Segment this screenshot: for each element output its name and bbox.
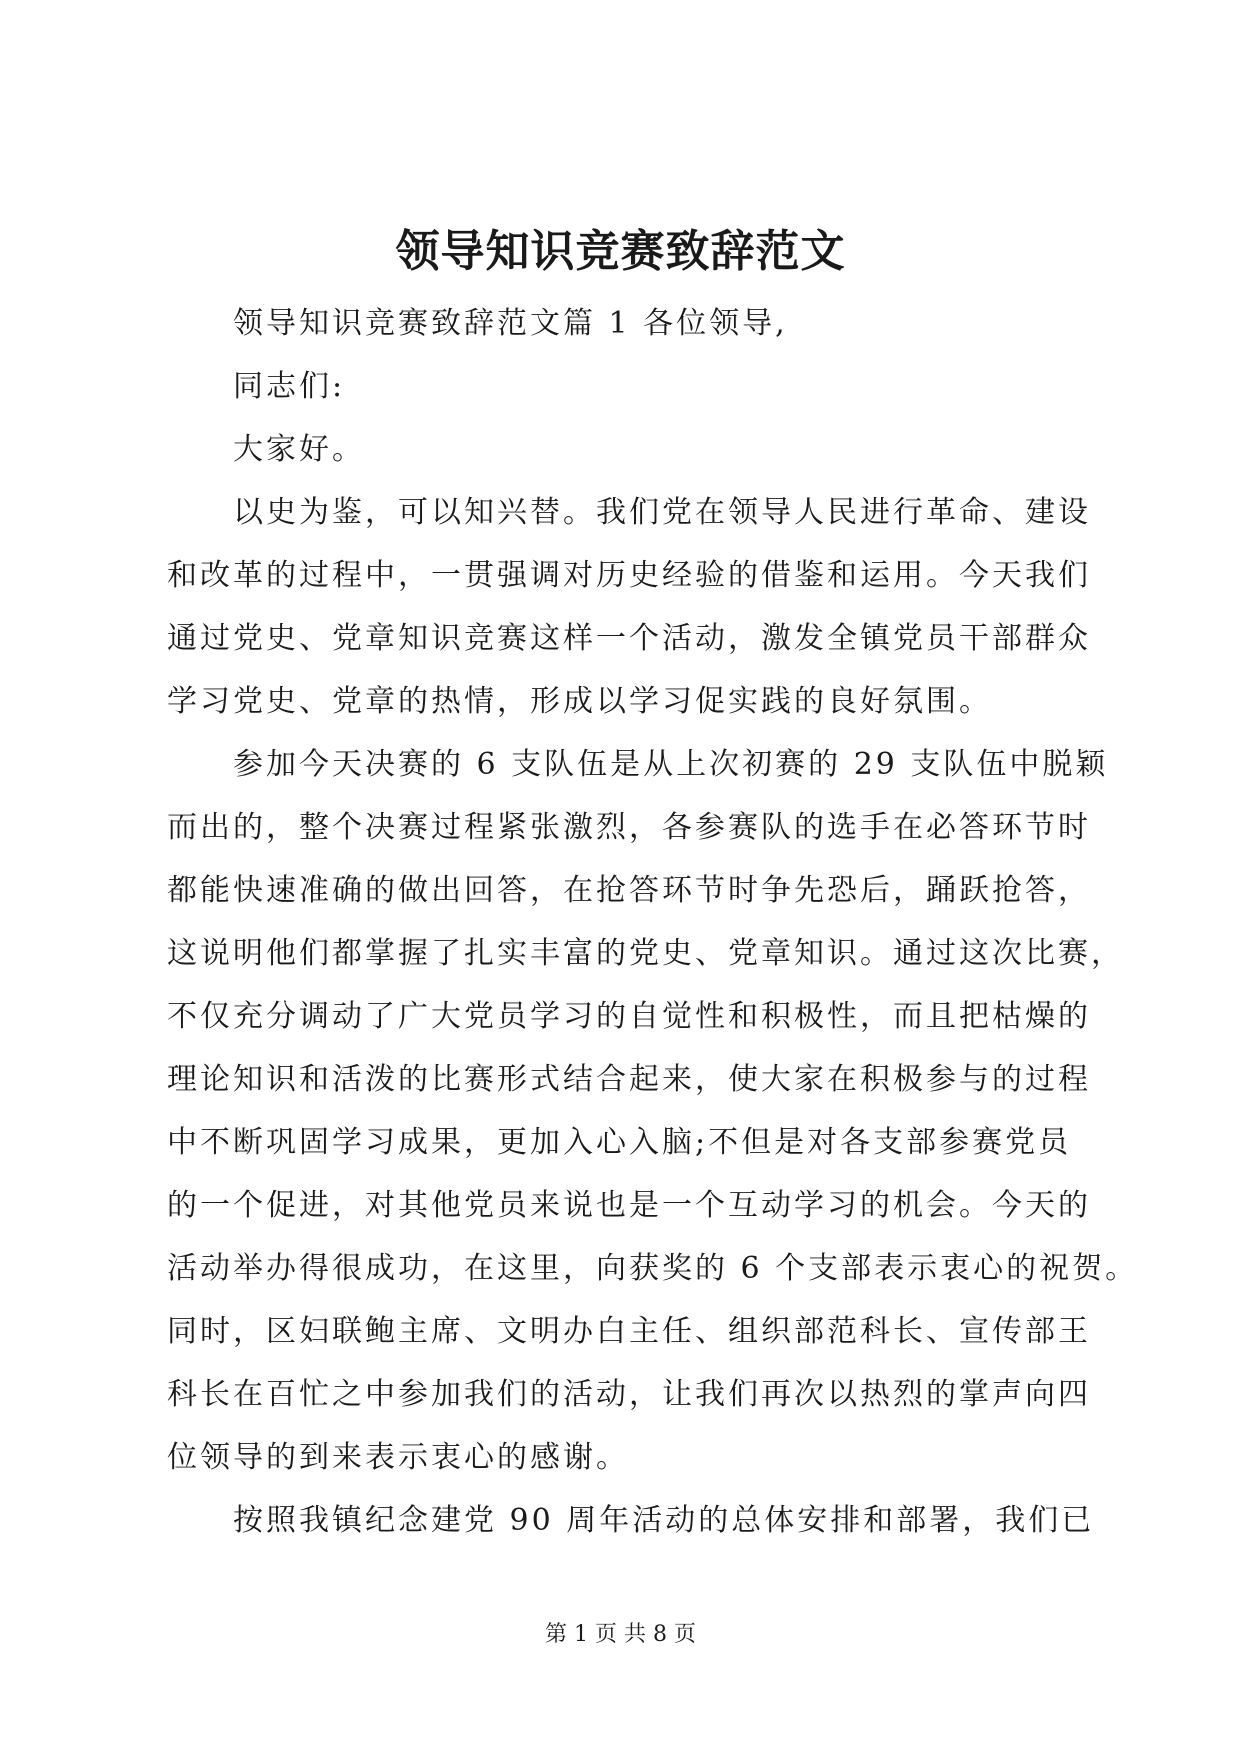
body-line: 的一个促进，对其他党员来说也是一个互动学习的机会。今天的 — [167, 1188, 1091, 1223]
body-line: 同志们: — [233, 369, 346, 404]
body-line: 位领导的到来表示衷心的感谢。 — [167, 1440, 629, 1475]
body-line: 按照我镇纪念建党 90 周年活动的总体安排和部署，我们已 — [233, 1503, 1095, 1538]
body-line: 活动举办得很成功，在这里，向获奖的 6 个支部表示衷心的祝贺。 — [167, 1251, 1139, 1286]
body-line: 领导知识竞赛致辞范文篇 1 各位领导, — [233, 306, 788, 341]
body-line: 科长在百忙之中参加我们的活动，让我们再次以热烈的掌声向四 — [167, 1377, 1091, 1412]
body-line: 学习党史、党章的热情，形成以学习促实践的良好氛围。 — [167, 684, 992, 719]
body-line: 同时，区妇联鲍主席、文明办白主任、组织部范科长、宣传部王 — [167, 1314, 1091, 1349]
body-line: 中不断巩固学习成果，更加入心入脑;不但是对各支部参赛党员 — [167, 1125, 1072, 1160]
body-line: 大家好。 — [233, 432, 365, 467]
document-body — [167, 292, 1139, 1552]
body-line: 通过党史、党章知识竞赛这样一个活动，激发全镇党员干部群众 — [167, 621, 1091, 656]
body-line: 理论知识和活泼的比赛形式结合起来，使大家在积极参与的过程 — [167, 1062, 1091, 1097]
body-line: 而出的，整个决赛过程紧张激烈，各参赛队的选手在必答环节时 — [167, 810, 1091, 845]
body-line: 都能快速准确的做出回答，在抢答环节时争先恐后，踊跃抢答， — [167, 873, 1091, 908]
document-title: 领导知识竞赛致辞范文 — [395, 226, 846, 277]
body-line: 这说明他们都掌握了扎实丰富的党史、党章知识。通过这次比赛， — [167, 936, 1124, 971]
body-line: 不仅充分调动了广大党员学习的自觉性和积极性，而且把枯燥的 — [167, 999, 1091, 1034]
body-line: 参加今天决赛的 6 支队伍是从上次初赛的 29 支队伍中脱颖 — [233, 747, 1109, 782]
body-line: 以史为鉴，可以知兴替。我们党在领导人民进行革命、建设 — [233, 495, 1091, 530]
body-line: 和改革的过程中，一贯强调对历史经验的借鉴和运用。今天我们 — [167, 558, 1091, 593]
page-number-footer: 第 1 页 共 8 页 — [545, 1622, 696, 1647]
